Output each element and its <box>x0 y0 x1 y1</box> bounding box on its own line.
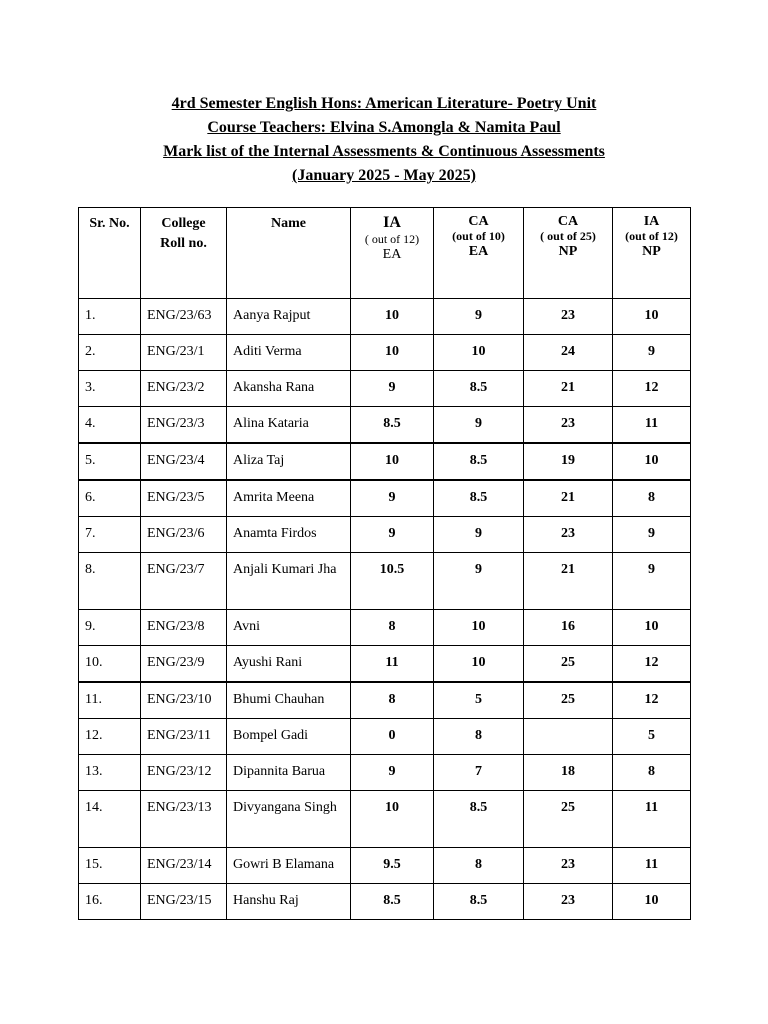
ia-ea-cell: 10 <box>351 443 434 480</box>
ca-np-cell: 25 <box>524 682 613 719</box>
marks-body <box>79 299 691 920</box>
name-cell: Avni <box>227 610 351 646</box>
sr-cell: 14. <box>79 791 141 848</box>
roll-cell: ENG/23/11 <box>141 719 227 755</box>
ca-np-cell: 23 <box>524 299 613 335</box>
ca-np-cell: 21 <box>524 371 613 407</box>
ca-ea-cell: 10 <box>434 610 524 646</box>
sr-cell: 8. <box>79 553 141 610</box>
col-header-ia-np: IA (out of 12) NP <box>613 208 691 299</box>
ia-np-cell: 10 <box>613 610 691 646</box>
ca-ea-cell: 9 <box>434 299 524 335</box>
ca-ea-cell: 9 <box>434 407 524 444</box>
ca-np-cell: 25 <box>524 791 613 848</box>
ca-np-cell: 18 <box>524 755 613 791</box>
ca-ea-cell: 8.5 <box>434 443 524 480</box>
table-row <box>79 443 691 480</box>
ca-np-cell: 21 <box>524 480 613 517</box>
ia-ea-cell: 9 <box>351 480 434 517</box>
sr-cell: 11. <box>79 682 141 719</box>
name-cell: Anamta Firdos <box>227 517 351 553</box>
sr-cell: 7. <box>79 517 141 553</box>
sr-cell: 3. <box>79 371 141 407</box>
sr-cell: 15. <box>79 848 141 884</box>
roll-cell: ENG/23/13 <box>141 791 227 848</box>
ia-ea-cell: 8 <box>351 610 434 646</box>
name-cell: Divyangana Singh <box>227 791 351 848</box>
document-heading <box>0 92 768 188</box>
ca-np-cell: 25 <box>524 646 613 683</box>
ia-ea-cell: 9 <box>351 755 434 791</box>
name-cell: Akansha Rana <box>227 371 351 407</box>
table-row <box>79 791 691 848</box>
course-title: 4rd Semester English Hons: American Literature- Poetry Unit <box>171 95 597 112</box>
ia-np-cell: 11 <box>613 848 691 884</box>
sr-cell: 13. <box>79 755 141 791</box>
ca-np-cell <box>524 719 613 755</box>
ia-np-cell: 10 <box>613 299 691 335</box>
ca-ea-cell: 7 <box>434 755 524 791</box>
sr-cell: 5. <box>79 443 141 480</box>
sr-cell: 1. <box>79 299 141 335</box>
ia-np-cell: 12 <box>613 371 691 407</box>
name-cell: Bhumi Chauhan <box>227 682 351 719</box>
sr-cell: 10. <box>79 646 141 683</box>
ia-np-cell: 10 <box>613 443 691 480</box>
ia-ea-cell: 0 <box>351 719 434 755</box>
name-cell: Anjali Kumari Jha <box>227 553 351 610</box>
ca-np-cell: 19 <box>524 443 613 480</box>
name-cell: Gowri B Elamana <box>227 848 351 884</box>
ia-np-cell: 8 <box>613 480 691 517</box>
name-cell: Dipannita Barua <box>227 755 351 791</box>
table-row <box>79 480 691 517</box>
ca-ea-cell: 8.5 <box>434 884 524 920</box>
roll-cell: ENG/23/63 <box>141 299 227 335</box>
ia-ea-cell: 10 <box>351 335 434 371</box>
table-row <box>79 371 691 407</box>
name-cell: Ayushi Rani <box>227 646 351 683</box>
ia-np-cell: 12 <box>613 682 691 719</box>
sr-cell: 9. <box>79 610 141 646</box>
name-cell: Amrita Meena <box>227 480 351 517</box>
ca-ea-cell: 8.5 <box>434 480 524 517</box>
ca-np-cell: 16 <box>524 610 613 646</box>
ca-ea-cell: 8.5 <box>434 791 524 848</box>
roll-cell: ENG/23/14 <box>141 848 227 884</box>
name-cell: Aditi Verma <box>227 335 351 371</box>
name-cell: Hanshu Raj <box>227 884 351 920</box>
col-header-ca-np: CA ( out of 25) NP <box>524 208 613 299</box>
sr-cell: 16. <box>79 884 141 920</box>
ca-np-cell: 23 <box>524 407 613 444</box>
ia-np-cell: 8 <box>613 755 691 791</box>
ia-ea-cell: 10.5 <box>351 553 434 610</box>
ia-np-cell: 5 <box>613 719 691 755</box>
ia-ea-cell: 10 <box>351 299 434 335</box>
roll-cell: ENG/23/3 <box>141 407 227 444</box>
ia-np-cell: 12 <box>613 646 691 683</box>
roll-cell: ENG/23/15 <box>141 884 227 920</box>
name-cell: Aanya Rajput <box>227 299 351 335</box>
ca-np-cell: 24 <box>524 335 613 371</box>
ia-np-cell: 11 <box>613 791 691 848</box>
date-range: (January 2025 - May 2025) <box>292 167 476 184</box>
marklist-title: Mark list of the Internal Assessments & Continuous Assessments <box>163 143 605 160</box>
roll-cell: ENG/23/1 <box>141 335 227 371</box>
name-cell: Aliza Taj <box>227 443 351 480</box>
ia-ea-cell: 9 <box>351 517 434 553</box>
ca-np-cell: 23 <box>524 848 613 884</box>
roll-cell: ENG/23/7 <box>141 553 227 610</box>
name-cell: Bompel Gadi <box>227 719 351 755</box>
table-row <box>79 682 691 719</box>
marks-table <box>78 207 691 920</box>
sr-cell: 12. <box>79 719 141 755</box>
ia-ea-cell: 8 <box>351 682 434 719</box>
sr-cell: 2. <box>79 335 141 371</box>
table-row <box>79 719 691 755</box>
ca-ea-cell: 8 <box>434 848 524 884</box>
sr-cell: 4. <box>79 407 141 444</box>
roll-cell: ENG/23/4 <box>141 443 227 480</box>
table-row <box>79 407 691 444</box>
table-row <box>79 848 691 884</box>
roll-cell: ENG/23/2 <box>141 371 227 407</box>
roll-cell: ENG/23/10 <box>141 682 227 719</box>
col-header-name: Name <box>227 208 351 299</box>
header-row <box>79 208 691 299</box>
col-header-ia-ea: IA ( out of 12) EA <box>351 208 434 299</box>
col-header-sr: Sr. No. <box>79 208 141 299</box>
sr-cell: 6. <box>79 480 141 517</box>
ia-np-cell: 9 <box>613 335 691 371</box>
col-header-roll: College Roll no. <box>141 208 227 299</box>
ia-ea-cell: 10 <box>351 791 434 848</box>
col-header-ca-ea: CA (out of 10) EA <box>434 208 524 299</box>
ca-ea-cell: 10 <box>434 335 524 371</box>
table-row <box>79 610 691 646</box>
table-row <box>79 553 691 610</box>
table-row <box>79 884 691 920</box>
ca-ea-cell: 10 <box>434 646 524 683</box>
ia-ea-cell: 9.5 <box>351 848 434 884</box>
roll-cell: ENG/23/9 <box>141 646 227 683</box>
table-row <box>79 335 691 371</box>
ia-ea-cell: 9 <box>351 371 434 407</box>
ia-ea-cell: 11 <box>351 646 434 683</box>
ia-np-cell: 9 <box>613 553 691 610</box>
table-row <box>79 299 691 335</box>
ia-np-cell: 9 <box>613 517 691 553</box>
ca-ea-cell: 5 <box>434 682 524 719</box>
name-cell: Alina Kataria <box>227 407 351 444</box>
roll-cell: ENG/23/8 <box>141 610 227 646</box>
table-row <box>79 517 691 553</box>
ca-ea-cell: 8.5 <box>434 371 524 407</box>
ia-ea-cell: 8.5 <box>351 884 434 920</box>
table-row <box>79 646 691 683</box>
ca-np-cell: 23 <box>524 517 613 553</box>
ca-ea-cell: 9 <box>434 517 524 553</box>
course-teachers: Course Teachers: Elvina S.Amongla & Namita Paul <box>207 119 561 136</box>
ca-np-cell: 21 <box>524 553 613 610</box>
roll-cell: ENG/23/5 <box>141 480 227 517</box>
roll-cell: ENG/23/6 <box>141 517 227 553</box>
ca-ea-cell: 9 <box>434 553 524 610</box>
table-row <box>79 755 691 791</box>
ca-ea-cell: 8 <box>434 719 524 755</box>
ia-ea-cell: 8.5 <box>351 407 434 444</box>
ia-np-cell: 11 <box>613 407 691 444</box>
roll-cell: ENG/23/12 <box>141 755 227 791</box>
ia-np-cell: 10 <box>613 884 691 920</box>
ca-np-cell: 23 <box>524 884 613 920</box>
